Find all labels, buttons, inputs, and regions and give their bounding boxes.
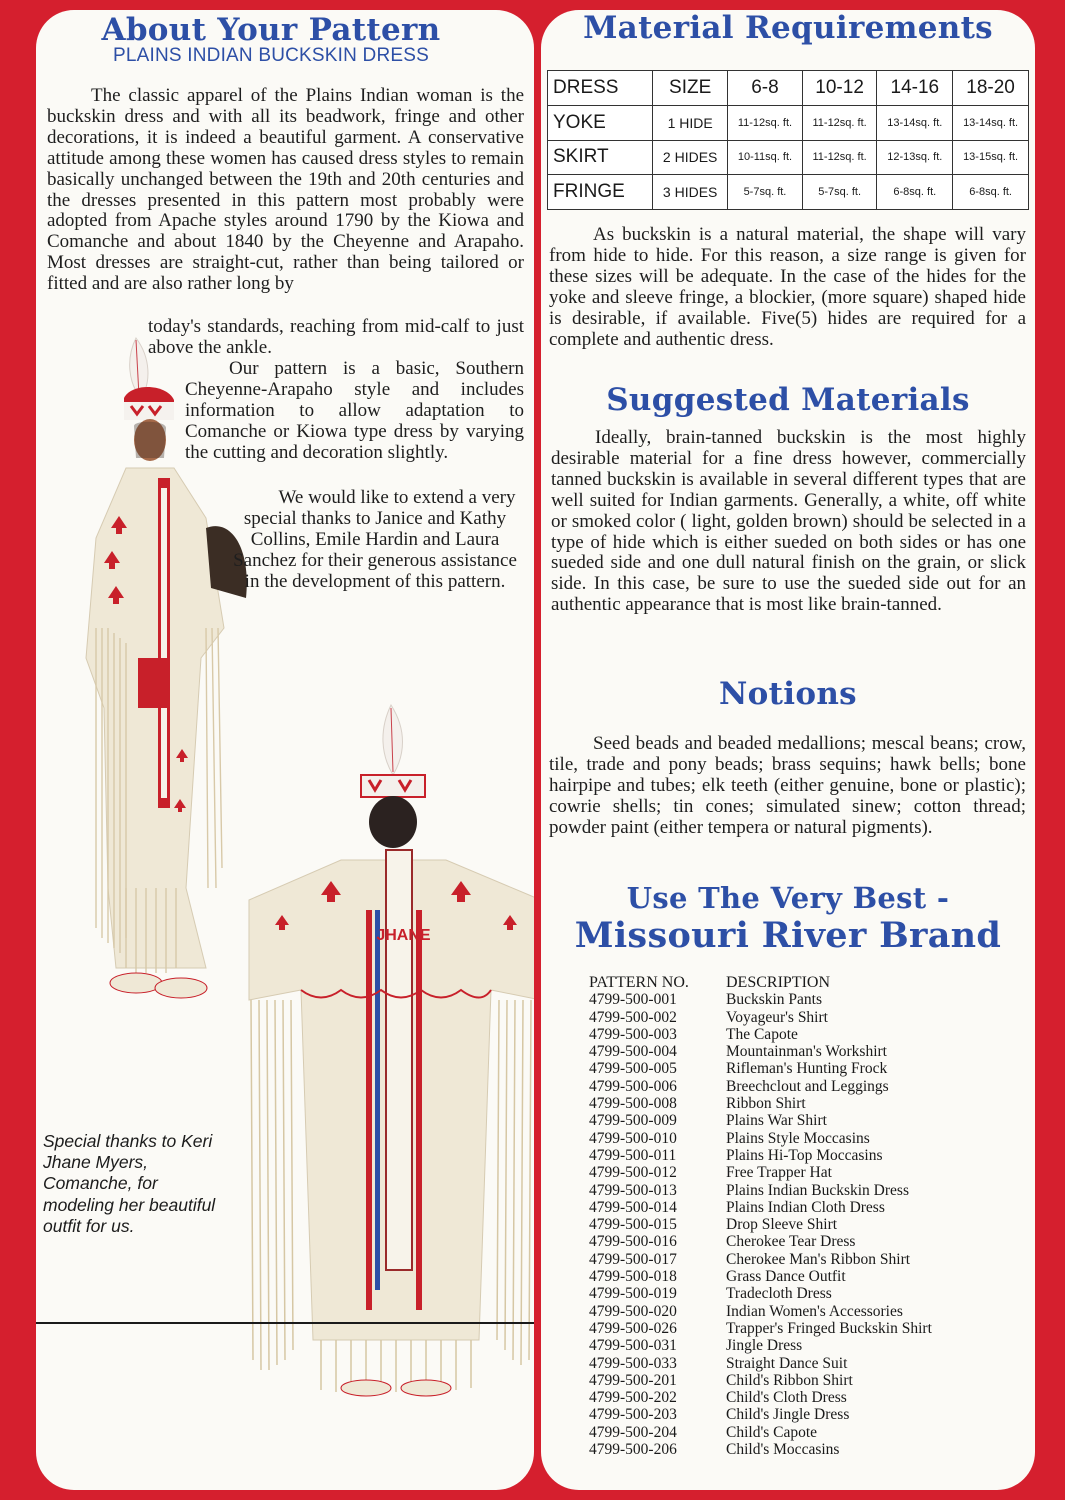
list-item: [589, 1060, 1019, 1077]
pattern-description: Plains Indian Buckskin Dress: [726, 1181, 909, 1199]
pattern-description: Drop Sleeve Shirt: [726, 1216, 838, 1234]
pattern-number: 4799-500-003: [589, 1025, 677, 1043]
suggested-materials-paragraph: [551, 428, 1026, 616]
table-cell: 12-13sq. ft.: [877, 140, 953, 175]
pattern-number: 4799-500-020: [589, 1302, 677, 1320]
table-header-cell: 18-20: [953, 71, 1029, 106]
pattern-number: 4799-500-010: [589, 1129, 677, 1147]
table-header-cell: 6-8: [728, 71, 803, 106]
pattern-description: Free Trapper Hat: [726, 1164, 832, 1182]
pattern-description: Voyageur's Shirt: [726, 1008, 828, 1026]
pattern-description: Child's Ribbon Shirt: [726, 1371, 853, 1389]
bottom-divider: [36, 1322, 534, 1324]
materials-panel: [541, 10, 1035, 1490]
pattern-list: [589, 974, 1019, 1458]
pattern-description: Grass Dance Outfit: [726, 1268, 846, 1286]
list-item: [589, 991, 1019, 1008]
pattern-number: 4799-500-013: [589, 1181, 677, 1199]
pattern-number: 4799-500-012: [589, 1164, 677, 1182]
pattern-number: 4799-500-001: [589, 991, 677, 1009]
pattern-description: Breechclout and Leggings: [726, 1077, 889, 1095]
pattern-description: The Capote: [726, 1025, 798, 1043]
pattern-no-header: PATTERN NO.: [589, 974, 689, 991]
intro-paragraph-part2: [148, 317, 524, 359]
pattern-description: Trapper's Fringed Buckskin Shirt: [726, 1319, 932, 1337]
list-item: [589, 1199, 1019, 1216]
list-item: [589, 1406, 1019, 1423]
suggested-materials-text: Ideally, brain-tanned buckskin is the most highly desirable material for a fine dress however, commercially tanned buckskin is available in several different types that are well suited for Indian garments. Generally, a white, off white or smoked color ( light, golden brown) should be selected in a type of hide which is either sueded on both sides or has one sueded side and one dull natural finish on the grain, or slick side. In this case, be sure to use the sueded side out for an authentic appearance that is most like brain-tanned.: [551, 427, 1026, 616]
pattern-description: Child's Jingle Dress: [726, 1406, 850, 1424]
material-requirements-table: [547, 70, 1029, 210]
pattern-number: 4799-500-206: [589, 1441, 677, 1459]
table-cell: 11-12sq. ft.: [802, 106, 877, 141]
photo-caption: Special thanks to Keri Jhane Myers, Comanche, for modeling her beautiful outfit for us.: [43, 1131, 216, 1236]
table-cell: 11-12sq. ft.: [728, 106, 803, 141]
notions-paragraph: [549, 734, 1026, 839]
about-title: About Your Pattern: [101, 12, 441, 48]
pattern-description: Tradecloth Dress: [726, 1285, 832, 1303]
material-requirements-title: Material Requirements: [583, 10, 993, 46]
list-item: [589, 1026, 1019, 1043]
pattern-number: 4799-500-026: [589, 1319, 677, 1337]
pattern-description: Straight Dance Suit: [726, 1354, 848, 1372]
pattern-description: Mountainman's Workshirt: [726, 1043, 887, 1061]
pattern-number: 4799-500-202: [589, 1389, 677, 1407]
pattern-list-rows: [589, 991, 1019, 1458]
pattern-number: 4799-500-008: [589, 1095, 677, 1113]
intro-text-2: today's standards, reaching from mid-calf to just above the ankle.: [148, 316, 524, 358]
pattern-number: 4799-500-033: [589, 1354, 677, 1372]
list-item: [589, 1251, 1019, 1268]
pattern-style-paragraph: [185, 359, 524, 464]
table-cell: SKIRT: [548, 140, 653, 175]
pattern-description: Ribbon Shirt: [726, 1095, 806, 1113]
list-item: [589, 1009, 1019, 1026]
table-cell: 5-7sq. ft.: [802, 175, 877, 210]
notions-text: Seed beads and beaded medallions; mescal beans; crow, tile, trade and pony beads; brass sequins; hawk bells; bone hairpipe and tubes; elk teeth (either genuine, bone or plastic); cowrie shells; tin cones; simulated sinew; cotton thread; powder paint (either tempera or natural pigments).: [549, 733, 1026, 838]
table-cell: YOKE: [548, 106, 653, 141]
pattern-number: 4799-500-204: [589, 1423, 677, 1441]
buckskin-paragraph: [549, 225, 1026, 350]
pattern-number: 4799-500-009: [589, 1112, 677, 1130]
list-item: [589, 1268, 1019, 1285]
pattern-number: 4799-500-004: [589, 1043, 677, 1061]
table-cell: 5-7sq. ft.: [728, 175, 803, 210]
table-cell: 6-8sq. ft.: [877, 175, 953, 210]
thanks-paragraph: [226, 488, 524, 593]
pattern-number: 4799-500-018: [589, 1268, 677, 1286]
table-header-row: [548, 71, 1029, 106]
back-strip-lettering-i: I JHANE: [367, 927, 431, 944]
table-cell: 3 HIDES: [653, 175, 728, 210]
pattern-number: 4799-500-006: [589, 1077, 677, 1095]
pattern-description: Buckskin Pants: [726, 991, 823, 1009]
about-pattern-panel: [36, 10, 534, 1490]
model-back-photo: [241, 700, 534, 1400]
list-item: [589, 1320, 1019, 1337]
pattern-number: 4799-500-011: [589, 1146, 677, 1164]
pattern-number: 4799-500-014: [589, 1198, 677, 1216]
pattern-description: Plains Indian Cloth Dress: [726, 1198, 885, 1216]
pattern-number: 4799-500-002: [589, 1008, 677, 1026]
pattern-description: Child's Cloth Dress: [726, 1389, 847, 1407]
table-cell: 13-14sq. ft.: [877, 106, 953, 141]
notions-title: Notions: [719, 676, 857, 712]
intro-paragraph-part1: [47, 86, 524, 295]
list-item: [589, 1147, 1019, 1164]
table-row: [548, 175, 1029, 210]
table-cell: FRINGE: [548, 175, 653, 210]
pattern-style-text: Our pattern is a basic, Southern Cheyenne-Arapaho style and includes information to allow adaptation to Comanche or Kiowa type dress by varying the cutting and decoration slightly.: [185, 358, 524, 463]
list-item: [589, 1441, 1019, 1458]
buckskin-text: As buckskin is a natural material, the shape will vary from hide to hide. For this reason, a size range is given for these sizes will be adequate. In the case of the hides for the yoke and sleeve fringe, a blockier, (more square) shaped hide is desirable, if available. Five(5) hides are required for a complete and authentic dress.: [549, 224, 1026, 350]
pattern-number: 4799-500-019: [589, 1285, 677, 1303]
pattern-number: 4799-500-017: [589, 1250, 677, 1268]
pattern-description: Plains War Shirt: [726, 1112, 827, 1130]
table-row: [548, 140, 1029, 175]
pattern-number: 4799-500-005: [589, 1060, 677, 1078]
brand-title-line1: Use The Very Best -: [626, 881, 950, 915]
about-subtitle: PLAINS INDIAN BUCKSKIN DRESS: [112, 45, 429, 66]
list-item: [589, 1372, 1019, 1389]
table-row: [548, 106, 1029, 141]
thanks-text: We would like to extend a very special thanks to Janice and Kathy Collins, Emile Hardin and Laura Sanchez for their generous assistance in the development of this pattern.: [233, 487, 517, 592]
list-item: [589, 1130, 1019, 1147]
table-header-cell: SIZE: [653, 71, 728, 106]
pattern-description: Indian Women's Accessories: [726, 1302, 903, 1320]
list-item: [589, 1424, 1019, 1441]
table-cell: 13-14sq. ft.: [953, 106, 1029, 141]
pattern-description: Cherokee Tear Dress: [726, 1233, 856, 1251]
table-cell: 10-11sq. ft.: [728, 140, 803, 175]
pattern-list-header: [589, 974, 1019, 991]
list-item: [589, 1043, 1019, 1060]
list-item: [589, 1303, 1019, 1320]
pattern-description: Child's Moccasins: [726, 1441, 840, 1459]
list-item: [589, 1078, 1019, 1095]
list-item: [589, 1285, 1019, 1302]
table-cell: 6-8sq. ft.: [953, 175, 1029, 210]
pattern-number: 4799-500-016: [589, 1233, 677, 1251]
pattern-number: 4799-500-201: [589, 1371, 677, 1389]
list-item: [589, 1389, 1019, 1406]
suggested-materials-title: Suggested Materials: [606, 382, 970, 418]
list-item: [589, 1182, 1019, 1199]
table-cell: 13-15sq. ft.: [953, 140, 1029, 175]
list-item: [589, 1164, 1019, 1181]
list-item: [589, 1355, 1019, 1372]
pattern-description: Cherokee Man's Ribbon Shirt: [726, 1250, 911, 1268]
list-item: [589, 1233, 1019, 1250]
list-item: [589, 1337, 1019, 1354]
list-item: [589, 1095, 1019, 1112]
list-item: [589, 1216, 1019, 1233]
table-header-cell: 10-12: [802, 71, 877, 106]
pattern-number: 4799-500-203: [589, 1406, 677, 1424]
table-cell: 2 HIDES: [653, 140, 728, 175]
pattern-number: 4799-500-015: [589, 1216, 677, 1234]
table-header-cell: DRESS: [548, 71, 653, 106]
intro-text-1: The classic apparel of the Plains Indian woman is the buckskin dress and with all its beadwork, fringe and other decorations, it is indeed a beautiful garment. A conservative attitude among these women has caused dress styles to remain basically unchanged between the 19th and 20th centuries and the dresses presented in this pattern most probably were adopted from Apache styles around 1790 by the Kiowa and Comanche and about 1840 by the Cheyenne and Arapaho. Most dresses are straight-cut, rather than being tailored or fitted and are also rather long by: [47, 85, 524, 295]
description-header: DESCRIPTION: [726, 974, 831, 991]
table-header-cell: 14-16: [877, 71, 953, 106]
pattern-description: Plains Style Moccasins: [726, 1129, 870, 1147]
list-item: [589, 1112, 1019, 1129]
brand-title-line2: Missouri River Brand: [574, 915, 1002, 956]
table-cell: 11-12sq. ft.: [802, 140, 877, 175]
pattern-description: Rifleman's Hunting Frock: [726, 1060, 888, 1078]
pattern-description: Child's Capote: [726, 1423, 818, 1441]
pattern-number: 4799-500-031: [589, 1337, 677, 1355]
table-cell: 1 HIDE: [653, 106, 728, 141]
pattern-description: Jingle Dress: [726, 1337, 803, 1355]
pattern-description: Plains Hi-Top Moccasins: [726, 1146, 883, 1164]
